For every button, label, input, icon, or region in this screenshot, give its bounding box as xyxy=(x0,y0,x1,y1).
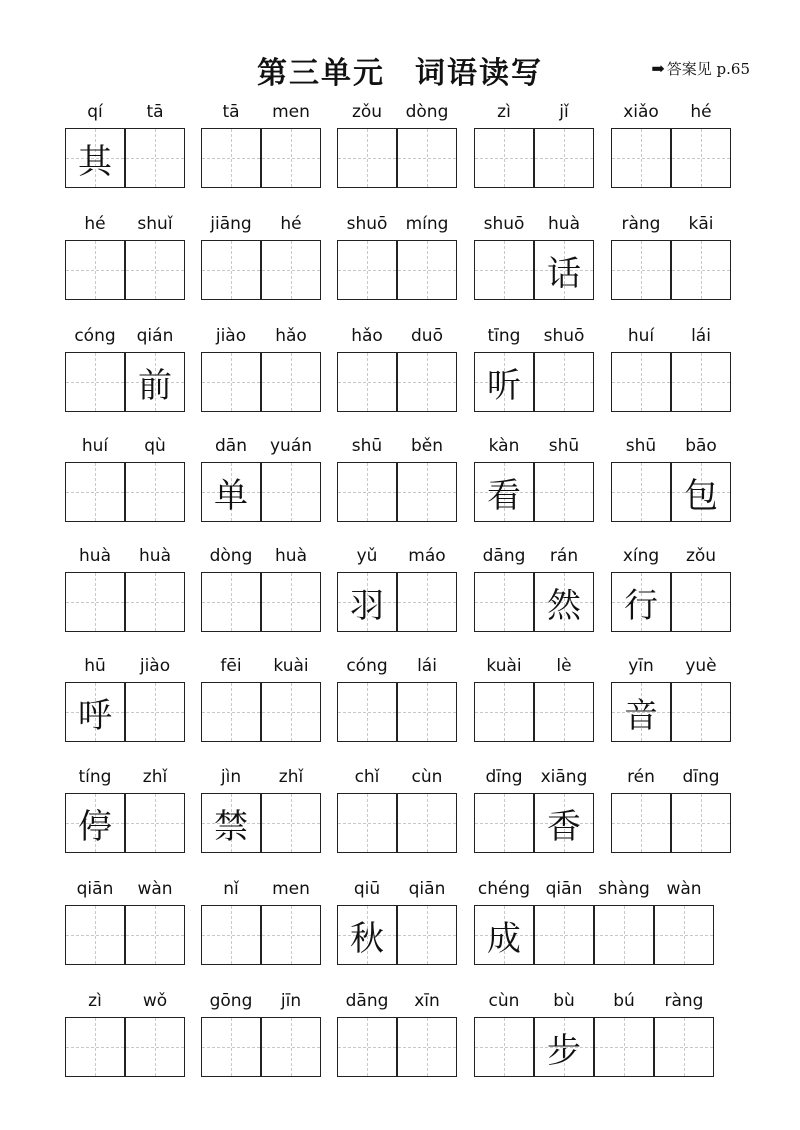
character-hint: 然 xyxy=(547,585,581,626)
pinyin-label: qiān xyxy=(76,879,114,899)
pinyin-label: qù xyxy=(144,436,166,456)
writing-box[interactable] xyxy=(397,1017,457,1077)
pinyin-label: yuè xyxy=(685,656,717,676)
writing-box[interactable] xyxy=(611,682,671,742)
pinyin-label: máo xyxy=(408,546,446,566)
writing-box[interactable] xyxy=(65,462,125,522)
writing-box[interactable] xyxy=(534,240,594,300)
writing-box[interactable] xyxy=(654,1017,714,1077)
writing-box[interactable] xyxy=(397,462,457,522)
pinyin-label: dīng xyxy=(682,767,720,787)
pinyin-label: jiào xyxy=(215,326,247,346)
writing-box[interactable] xyxy=(261,1017,321,1077)
character-hint: 步 xyxy=(547,1030,581,1071)
writing-box[interactable] xyxy=(611,128,671,188)
pinyin-label: jiào xyxy=(139,656,171,676)
writing-box[interactable] xyxy=(261,240,321,300)
pinyin-label: kāi xyxy=(688,214,714,234)
pinyin-label: tā xyxy=(146,102,164,122)
writing-box[interactable] xyxy=(594,905,654,965)
writing-box[interactable] xyxy=(474,352,534,412)
writing-box[interactable] xyxy=(201,905,261,965)
pinyin-label: hé xyxy=(84,214,106,234)
writing-box[interactable] xyxy=(201,128,261,188)
pinyin-label: wàn xyxy=(137,879,173,899)
pinyin-label: rán xyxy=(549,546,579,566)
pinyin-label: shàng xyxy=(598,879,650,899)
writing-box[interactable] xyxy=(337,572,397,632)
pinyin-label: hǎo xyxy=(275,326,307,346)
writing-box[interactable] xyxy=(261,462,321,522)
pinyin-label: cùn xyxy=(488,991,520,1011)
pinyin-label: qián xyxy=(136,326,174,346)
pinyin-label: tíng xyxy=(78,767,112,787)
unit-label: 第三单元 xyxy=(257,56,385,91)
pinyin-label: tīng xyxy=(487,326,521,346)
character-hint: 听 xyxy=(487,365,521,406)
character-hint: 前 xyxy=(138,365,172,406)
writing-box[interactable] xyxy=(611,240,671,300)
writing-box[interactable] xyxy=(65,572,125,632)
character-hint: 禁 xyxy=(214,806,248,847)
writing-box[interactable] xyxy=(65,352,125,412)
writing-box[interactable] xyxy=(534,572,594,632)
writing-box[interactable] xyxy=(201,462,261,522)
writing-box[interactable] xyxy=(474,1017,534,1077)
writing-box[interactable] xyxy=(474,240,534,300)
writing-box[interactable] xyxy=(201,1017,261,1077)
pinyin-label: duō xyxy=(411,326,443,346)
writing-box[interactable] xyxy=(201,793,261,853)
pinyin-label: xiǎo xyxy=(623,102,659,122)
writing-box[interactable] xyxy=(534,1017,594,1077)
writing-box[interactable] xyxy=(201,572,261,632)
pinyin-label: zhǐ xyxy=(142,767,168,787)
pinyin-label: fēi xyxy=(220,656,242,676)
writing-box[interactable] xyxy=(611,572,671,632)
pinyin-label: dān xyxy=(215,436,247,456)
pinyin-label: kàn xyxy=(488,436,520,456)
writing-box[interactable] xyxy=(261,682,321,742)
pinyin-label: yuán xyxy=(269,436,313,456)
pinyin-label: běn xyxy=(410,436,444,456)
writing-box[interactable] xyxy=(397,572,457,632)
pinyin-label: zhǐ xyxy=(278,767,304,787)
writing-box[interactable] xyxy=(125,682,185,742)
writing-box[interactable] xyxy=(125,905,185,965)
writing-box[interactable] xyxy=(474,793,534,853)
character-hint: 音 xyxy=(624,695,658,736)
writing-box[interactable] xyxy=(474,462,534,522)
pinyin-label: ràng xyxy=(621,214,661,234)
pinyin-label: cóng xyxy=(346,656,388,676)
writing-box[interactable] xyxy=(337,793,397,853)
pinyin-label: huí xyxy=(81,436,109,456)
pinyin-label: chéng xyxy=(477,879,531,899)
writing-box[interactable] xyxy=(671,462,731,522)
writing-box[interactable] xyxy=(125,128,185,188)
pinyin-label: zǒu xyxy=(351,102,383,122)
character-hint: 包 xyxy=(684,475,718,516)
pinyin-label: hǎo xyxy=(351,326,383,346)
pinyin-label: men xyxy=(272,102,310,122)
pinyin-label: huà xyxy=(548,214,580,234)
writing-box[interactable] xyxy=(611,352,671,412)
pinyin-label: shū xyxy=(625,436,657,456)
writing-box[interactable] xyxy=(261,905,321,965)
answer-reference xyxy=(651,58,750,79)
writing-box[interactable] xyxy=(671,572,731,632)
pinyin-label: wàn xyxy=(666,879,702,899)
writing-box[interactable] xyxy=(337,352,397,412)
pinyin-label: lái xyxy=(417,656,437,676)
writing-box[interactable] xyxy=(337,905,397,965)
pinyin-label: míng xyxy=(405,214,449,234)
writing-box[interactable] xyxy=(474,682,534,742)
pinyin-label: jiāng xyxy=(210,214,252,234)
writing-box[interactable] xyxy=(65,128,125,188)
character-hint: 羽 xyxy=(350,585,384,626)
pinyin-label: nǐ xyxy=(223,879,239,899)
writing-box[interactable] xyxy=(474,905,534,965)
pinyin-label: dòng xyxy=(405,102,449,122)
pinyin-label: hé xyxy=(280,214,302,234)
pinyin-label: xíng xyxy=(622,546,660,566)
writing-box[interactable] xyxy=(671,240,731,300)
writing-box[interactable] xyxy=(397,128,457,188)
writing-box[interactable] xyxy=(261,572,321,632)
character-hint: 呼 xyxy=(78,695,112,736)
writing-box[interactable] xyxy=(65,682,125,742)
pinyin-label: dāng xyxy=(482,546,526,566)
writing-box[interactable] xyxy=(125,572,185,632)
writing-box[interactable] xyxy=(534,905,594,965)
writing-box[interactable] xyxy=(654,905,714,965)
pinyin-label: jīn xyxy=(280,991,302,1011)
pinyin-label: qiū xyxy=(353,879,381,899)
pinyin-label: shuō xyxy=(543,326,585,346)
pinyin-label: jìn xyxy=(220,767,242,787)
arrow-right-icon: ➡ xyxy=(651,59,665,78)
pinyin-label: xīn xyxy=(414,991,440,1011)
pinyin-label: chǐ xyxy=(354,767,380,787)
writing-box[interactable] xyxy=(201,352,261,412)
writing-box[interactable] xyxy=(65,240,125,300)
writing-box[interactable] xyxy=(594,1017,654,1077)
pinyin-label: cùn xyxy=(411,767,443,787)
pinyin-label: wǒ xyxy=(142,991,168,1011)
pinyin-label: bù xyxy=(553,991,575,1011)
pinyin-label: bú xyxy=(613,991,635,1011)
writing-box[interactable] xyxy=(534,352,594,412)
pinyin-label: huí xyxy=(627,326,655,346)
writing-box[interactable] xyxy=(65,1017,125,1077)
pinyin-label: zǒu xyxy=(685,546,717,566)
pinyin-label: hū xyxy=(84,656,106,676)
writing-box[interactable] xyxy=(397,905,457,965)
writing-box[interactable] xyxy=(534,462,594,522)
pinyin-label: ràng xyxy=(664,991,704,1011)
writing-box[interactable] xyxy=(337,682,397,742)
pinyin-label: huà xyxy=(139,546,171,566)
pinyin-label: bāo xyxy=(685,436,717,456)
character-hint: 单 xyxy=(214,475,248,516)
writing-box[interactable] xyxy=(125,793,185,853)
writing-box[interactable] xyxy=(534,793,594,853)
pinyin-label: lè xyxy=(556,656,572,676)
character-hint: 秋 xyxy=(350,918,384,959)
pinyin-label: huà xyxy=(79,546,111,566)
pinyin-label: jǐ xyxy=(559,102,569,122)
pinyin-label: dīng xyxy=(485,767,523,787)
pinyin-label: zì xyxy=(497,102,511,122)
writing-box[interactable] xyxy=(534,128,594,188)
writing-box[interactable] xyxy=(261,128,321,188)
writing-box[interactable] xyxy=(397,240,457,300)
character-hint: 话 xyxy=(547,253,581,294)
writing-box[interactable] xyxy=(125,240,185,300)
writing-box[interactable] xyxy=(611,462,671,522)
answer-reference-text: 答案见 p.65 xyxy=(666,60,750,78)
writing-box[interactable] xyxy=(474,128,534,188)
pinyin-label: gōng xyxy=(209,991,253,1011)
character-hint: 其 xyxy=(78,141,112,182)
pinyin-label: shuō xyxy=(346,214,388,234)
writing-box[interactable] xyxy=(397,682,457,742)
section-label: 词语读写 xyxy=(415,56,543,91)
pinyin-label: xiāng xyxy=(540,767,588,787)
pinyin-label: lái xyxy=(691,326,711,346)
pinyin-label: shū xyxy=(548,436,580,456)
writing-box[interactable] xyxy=(125,1017,185,1077)
writing-box[interactable] xyxy=(611,793,671,853)
writing-box[interactable] xyxy=(474,572,534,632)
pinyin-label: qiān xyxy=(545,879,583,899)
pinyin-label: cóng xyxy=(74,326,116,346)
character-hint: 看 xyxy=(487,475,521,516)
pinyin-label: men xyxy=(272,879,310,899)
pinyin-label: dòng xyxy=(209,546,253,566)
pinyin-label: qí xyxy=(87,102,103,122)
pinyin-label: shū xyxy=(351,436,383,456)
writing-box[interactable] xyxy=(65,905,125,965)
pinyin-label: zì xyxy=(88,991,102,1011)
writing-box[interactable] xyxy=(671,793,731,853)
writing-box[interactable] xyxy=(337,240,397,300)
writing-box[interactable] xyxy=(671,352,731,412)
writing-box[interactable] xyxy=(337,462,397,522)
writing-box[interactable] xyxy=(671,682,731,742)
writing-box[interactable] xyxy=(201,240,261,300)
writing-box[interactable] xyxy=(125,352,185,412)
pinyin-label: yīn xyxy=(628,656,654,676)
writing-box[interactable] xyxy=(337,128,397,188)
character-hint: 行 xyxy=(624,585,658,626)
writing-box[interactable] xyxy=(671,128,731,188)
writing-box[interactable] xyxy=(397,793,457,853)
pinyin-label: huà xyxy=(275,546,307,566)
character-hint: 成 xyxy=(487,918,521,959)
pinyin-label: qiān xyxy=(408,879,446,899)
writing-box[interactable] xyxy=(125,462,185,522)
character-hint: 停 xyxy=(78,806,112,847)
pinyin-label: tā xyxy=(222,102,240,122)
writing-box[interactable] xyxy=(65,793,125,853)
pinyin-label: hé xyxy=(690,102,712,122)
writing-box[interactable] xyxy=(261,352,321,412)
pinyin-label: kuài xyxy=(486,656,522,676)
writing-box[interactable] xyxy=(261,793,321,853)
writing-box[interactable] xyxy=(534,682,594,742)
pinyin-label: rén xyxy=(627,767,655,787)
pinyin-label: dāng xyxy=(345,991,389,1011)
writing-box[interactable] xyxy=(397,352,457,412)
pinyin-label: yǔ xyxy=(356,546,378,566)
pinyin-label: kuài xyxy=(273,656,309,676)
writing-box[interactable] xyxy=(337,1017,397,1077)
writing-box[interactable] xyxy=(201,682,261,742)
character-hint: 香 xyxy=(547,806,581,847)
pinyin-label: shuǐ xyxy=(137,214,173,234)
pinyin-label: shuō xyxy=(483,214,525,234)
